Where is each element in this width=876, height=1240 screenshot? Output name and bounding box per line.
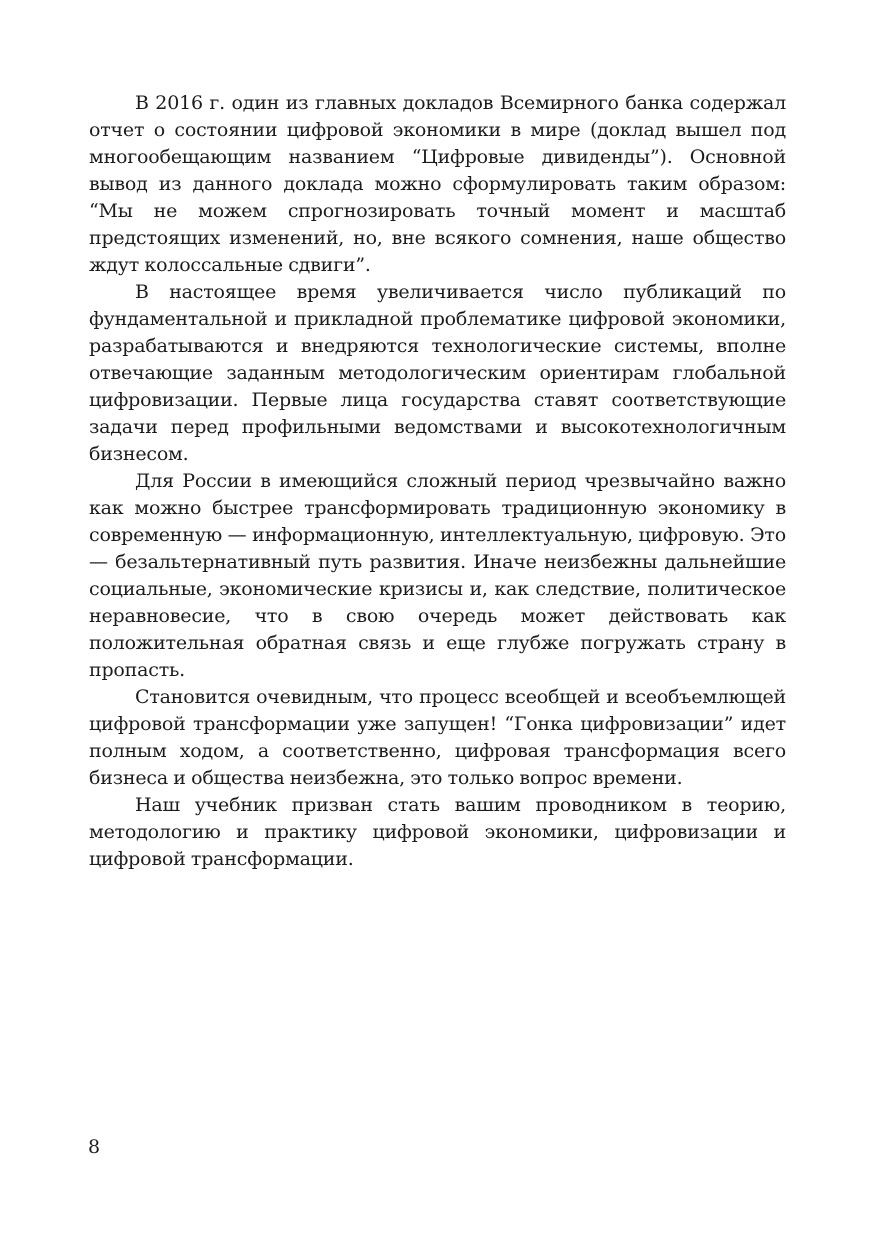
paragraph-publications-growth: В настоящее время увеличивается число публикаций по фундаментальной и прикладной проблематике цифровой экономики, разрабатываются и внедряются технологические системы, вполне отвечающие заданным методологическим ориентирам глобальной цифровизации. Первые лица государства ставят соответствующие задачи перед профильными ведомствами и высокотехнологичным бизнесом. bbox=[89, 281, 786, 465]
paragraph-russia-transformation: Для России в имеющийся сложный период чрезвычайно важно как можно быстрее трансформировать традиционную экономику в современную — информационную, интеллектуальную, цифровую. Это — безальтернативный путь развития. Иначе неизбежны дальнейшие социальные, экономические кризисы и, как следствие, политическое неравновесие, что в свою очередь может действовать как положительная обратная связь и еще глубже погружать страну в пропасть. bbox=[89, 470, 786, 681]
body-text bbox=[89, 90, 786, 873]
paragraph-digitalization-race: Становится очевидным, что процесс всеобщей и всеобъемлющей цифровой трансформации уже запущен! “Гонка цифровизации” идет полным ходом, а соответственно, цифровая трансформация всего бизнеса и общества неизбежна, это только вопрос времени. bbox=[89, 686, 786, 789]
page-number: 8 bbox=[88, 1136, 101, 1158]
paragraph-world-bank-report: В 2016 г. один из главных докладов Всемирного банка содержал отчет о состоянии цифровой экономики в мире (доклад вышел под многообещающим названием “Цифровые дивиденды”). Основной вывод из данного доклада можно сформулировать таким образом: “Мы не можем спрогнозировать точный момент и масштаб предстоящих изменений, но, вне всякого сомнения, наше общество ждут колоссальные сдвиги”. bbox=[89, 92, 786, 276]
paragraph-textbook-purpose: Наш учебник призван стать вашим проводником в теорию, методологию и практику цифровой экономики, цифровизации и цифровой трансформации. bbox=[89, 794, 786, 870]
